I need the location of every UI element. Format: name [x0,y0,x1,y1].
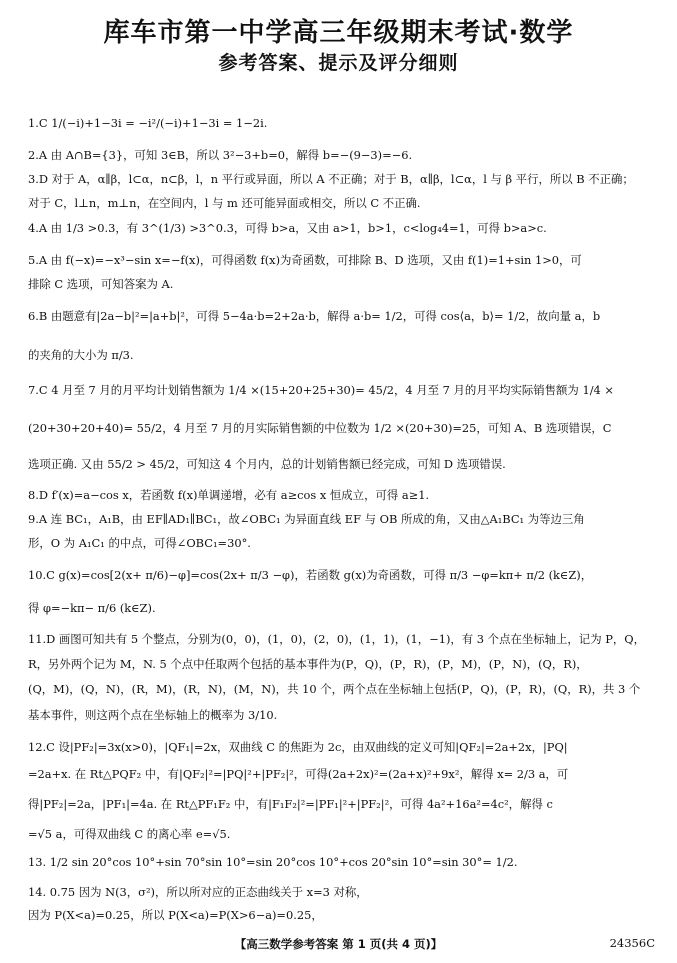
answer-line: 7.C 4 月至 7 月的月平均计划销售额为 1/4 ×(15+20+25+30)= 45/2，4 月至 7 月的月平均实际销售额为 1/4 × [28,383,614,397]
answer-line: 得|PF₂|=2a，|PF₁|=4a. 在 Rt△PF₁F₂ 中，有|F₁F₂|²=|PF₁|²+|PF₂|²，可得 4a²+16a²=4c²，解得 c [28,797,553,811]
answer-line: 9.A 连 BC₁，A₁B，由 EF∥AD₁∥BC₁，故∠OBC₁ 为异面直线 EF 与 OB 所成的角，又由△A₁BC₁ 为等边三角 [28,512,585,526]
answer-line: 13. 1/2 sin 20°cos 10°+sin 70°sin 10°=sin 20°cos 10°+cos 20°sin 10°=sin 30°= 1/2. [28,855,518,869]
answer-line: =2a+x. 在 Rt△PQF₂ 中，有|QF₂|²=|PQ|²+|PF₂|²，可得(2a+2x)²=(2a+x)²+9x²，解得 x= 2/3 a，可 [28,767,569,781]
answer-line: 得 φ=−kπ− π/6 (k∈Z). [28,601,156,615]
answer-line: 选项正确. 又由 55/2 > 45/2，可知这 4 个月内，总的计划销售额已经完成，可知 D 选项错误. [28,457,506,471]
page-title: 库车市第一中学高三年级期末考试·数学 [103,18,574,48]
answer-line: 14. 0.75 因为 N(3，σ²)，所以所对应的正态曲线关于 x=3 对称， [28,885,368,899]
answer-line: 形，O 为 A₁C₁ 的中点，可得∠OBC₁=30°. [28,536,251,550]
page-footer: 【高三数学参考答案 第 1 页(共 4 页)】 [234,937,443,951]
answer-line: 12.C 设|PF₂|=3x(x>0)，|QF₁|=2x，双曲线 C 的焦距为 2c，由双曲线的定义可知|QF₂|=2a+2x，|PQ| [28,740,568,754]
answer-line: 2.A 由 A∩B={3}，可知 3∈B，所以 3²−3+b=0，解得 b=−(9−3)=−6. [28,148,413,162]
answer-line: 基本事件，则这两个点在坐标轴上的概率为 3/10. [28,708,278,722]
answer-line: 的夹角的大小为 π/3. [28,348,134,362]
answer-line: 1.C 1/(−i)+1−3i = −i²/(−i)+1−3i = 1−2i. [28,116,268,130]
document-code: 24356C [609,936,655,950]
answer-line: 4.A 由 1/3 >0.3，有 3^(1/3) >3^0.3，可得 b>a，又由 a>1，b>1，c<log₄4=1，可得 b>a>c. [28,221,547,235]
answer-line: 10.C g(x)=cos[2(x+ π/6)−φ]=cos(2x+ π/3 −φ)，若函数 g(x)为奇函数，可得 π/3 −φ=kπ+ π/2 (k∈Z)， [28,568,593,582]
answer-line: 11.D 画图可知共有 5 个整点，分别为(0，0)，(1，0)，(2，0)，(1，1)，(1，−1)，有 3 个点在坐标轴上，记为 P，Q， [28,632,645,646]
answer-line: 5.A 由 f(−x)=−x³−sin x=−f(x)，可得函数 f(x)为奇函数，可排除 B、D 选项，又由 f(1)=1+sin 1>0，可 [28,253,582,267]
answer-line: (20+30+20+40)= 55/2，4 月至 7 月的月实际销售额的中位数为 1/2 ×(20+30)=25，可知 A、B 选项错误，C [28,421,612,435]
answer-line: =√5 a，可得双曲线 C 的离心率 e=√5. [28,827,231,841]
answer-line: (Q，M)，(Q，N)，(R，M)，(R，N)，(M，N)，共 10 个，两个点在坐标轴上包括(P，Q)，(P，R)，(Q，R)，共 3 个 [28,682,641,696]
answer-line: 8.D f′(x)=a−cos x，若函数 f(x)单调递增，必有 a≥cos x 恒成立，可得 a≥1. [28,488,430,502]
answer-line: 排除 C 选项，可知答案为 A. [28,277,174,291]
answer-line: 3.D 对于 A，α∥β，l⊂α，n⊂β，l，n 平行或异面，所以 A 不正确；对于 B，α∥β，l⊂α，l 与 β 平行，所以 B 不正确； [28,172,634,186]
answer-line: 因为 P(X<a)=0.25，所以 P(X<a)=P(X>6−a)=0.25， [28,908,323,922]
answer-line: R，另外两个记为 M，N. 5 个点中任取两个包括的基本事件为(P，Q)，(P，R)，(P，M)，(P，N)，(Q，R)， [28,657,588,671]
answer-line: 对于 C，l⊥n，m⊥n，在空间内，l 与 m 还可能异面或相交，所以 C 不正确. [28,196,421,210]
answer-line: 6.B 由题意有|2a−b|²=|a+b|²，可得 5−4a·b=2+2a·b，解得 a·b= 1/2，可得 cos⟨a，b⟩= 1/2，故向量 a，b [28,309,601,323]
page-subtitle: 参考答案、提示及评分细则 [218,52,459,74]
